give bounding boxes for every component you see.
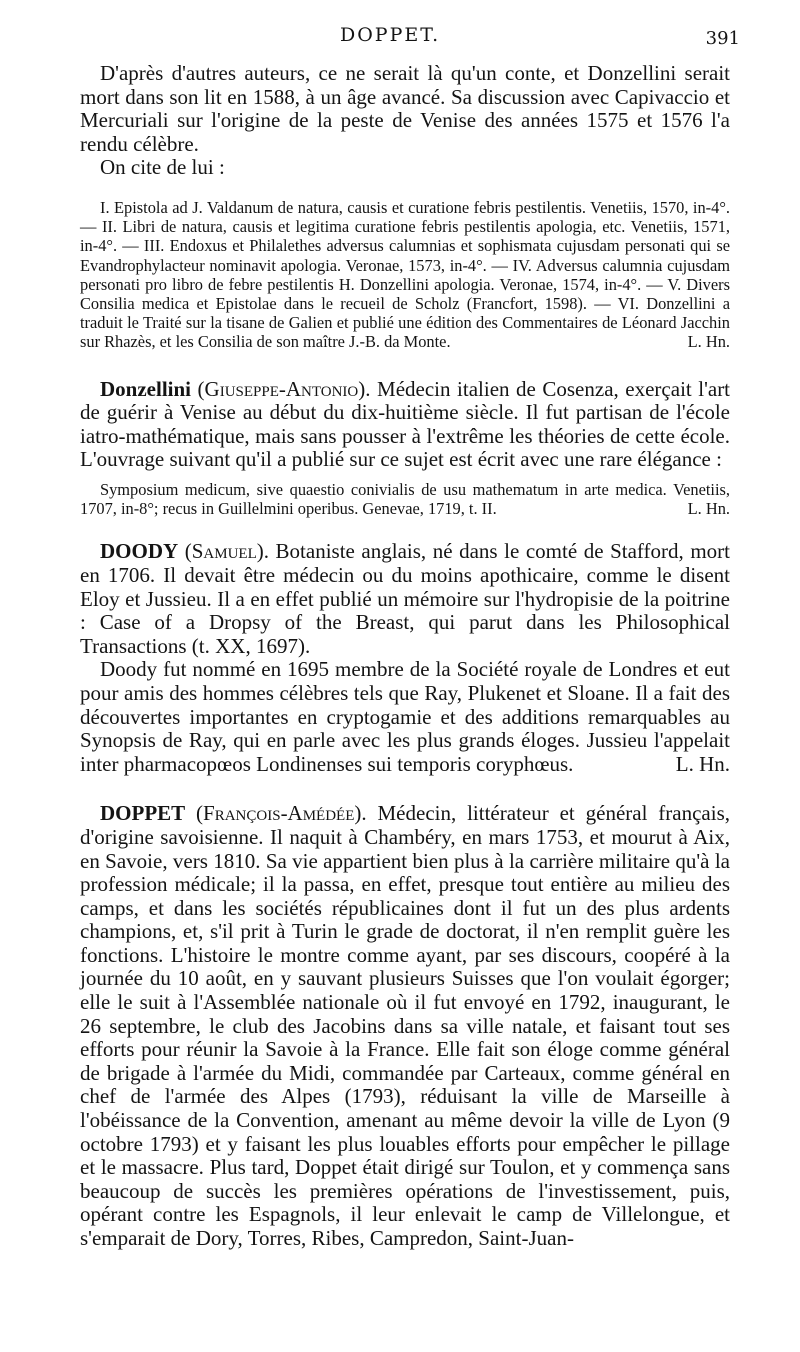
author-signature: L. Hn. (687, 332, 730, 352)
entry-doody (80, 540, 730, 658)
running-head-title: DOPPET. (340, 24, 441, 46)
bibliography-text: I. Epistola ad J. Valdanum de natura, causis et curatione febris pestilentis. Venetiis, 1570, in-4°. — II. Libri de natura, causis et legitima curatione febris pestilentis apologia, etc. Venetiis, 1571, in-4°. — III. Endoxus et Philalethes adversus calumnias et sophismata cujusdam personati qui se Evandrophylacteur nominavit apologia. Veronae, 1573, in-4°. — IV. Adversus calumnia cujusdam personati pro libro de febre pestilentis H. Donzellini apologia. Veronae, 1574, in-4°. — V. Divers Consilia medica et Epistolae dans le recueil de Scholz (Francfort, 1598). — VI. Donzellini a traduit le Traité sur la tisane de Galien et publié une édition des Commentaires de Léonard Jacchin sur Rhazès, et les Consilia de son maître J.-B. da Monte. (80, 197, 730, 352)
entry-text: Botaniste anglais, né dans le comté de Stafford, mort en 1706. Il devait être médecin ou du moins apothicaire, comme le disent Eloy et Jussieu. Il a en effet publié un mémoire sur l'hydropisie de la poitrine : Case of a Dropsy of the Breast, qui parut dans les Philosophical Transactions (t. XX, 1697). (80, 539, 731, 658)
entry-text: Médecin italien de Cosenza, exerçait l'art de guérir à Venise au début du dix-huitième siècle. Il fut partisan de l'école iatro-mathématique, mais sans pousser à l'extrême les théories de cette école. L'ouvrage suivant qu'il a publié sur ce sujet est écrit avec une rare élégance : (80, 376, 731, 472)
intro-paragraph: D'après d'autres auteurs, ce ne serait là qu'un conte, et Donzellini serait mort dans son lit en 1588, à un âge avancé. Sa discussion avec Capivaccio et Mercuriali sur l'origine de la peste de Venise des années 1575 et 1576 l'a rendu célèbre. (80, 61, 730, 156)
entry-names: (Samuel). (184, 539, 269, 564)
cite-line: On cite de lui : (100, 155, 225, 180)
entry-doppet (80, 802, 730, 1250)
entry-text: Doody fut nommé en 1695 membre de la Société royale de Londres et eut pour amis des hommes célèbres tels que Ray, Plukenet et Sloane. Il a fait des découvertes importantes en cryptogamie et des additions remarquables au Synopsis de Ray, qui en parle avec les plus grands éloges. Jussieu l'appelait inter pharmacopœos Londinenses sui temporis coryphœus. (80, 657, 730, 776)
running-head (0, 20, 800, 50)
entry-names: (Giuseppe-Antonio). (197, 376, 371, 401)
bibliography-text: Symposium medicum, sive quaestio conivialis de usu mathematum in arte medica. Venetiis, 1707, in-8°; recus in Guillelmini operibus. Genevae, 1719, t. II. (80, 479, 730, 519)
entry-headword: DOPPET (100, 801, 186, 826)
doody-paragraph-2 (80, 658, 730, 776)
page-number: 391 (705, 28, 740, 49)
entry-names: (François-Amédée). (196, 801, 367, 826)
entry-headword: DOODY (100, 539, 179, 564)
page-body (80, 62, 730, 1251)
entry-donzellini (80, 378, 730, 472)
author-signature: L. Hn. (675, 751, 730, 776)
donzellini-bibliography (80, 198, 730, 352)
entry-text: Médecin, littérateur et général français, d'origine savoisienne. Il naquit à Chambéry, en mars 1753, et mourut à Aix, en Savoie, vers 1810. Sa vie appartient bien plus à la carrière militaire qu'à la profession médicale; il la passa, en effet, presque tout entière au milieu des camps, et dans les sociétés républicaines dont il fut un des plus ardents champions, et, s'il prit à Turin le grade de doctorat, il n'en remplit guère les fonctions. L'histoire le montre comme ayant, par ses discours, coopéré à la journée du 10 août, en y sauvant plusieurs Suisses que l'on voulait égorger; elle le suit à l'Assemblée nationale où il fut envoyé en 1792, inaugurant, le 26 septembre, le club des Jacobins dans sa ville natale, et faisant tout ses efforts pour réunir la Savoie à la France. Elle fait son éloge comme général de brigade à l'armée du Midi, commandée par Carteaux, comme général en chef de l'armée des Alpes (1793), réduisant la ville de Marseille à l'obéissance de la Convention, amenant au même devoir la ville de Lyon (9 octobre 1793) et y faisant les plus louables efforts pour empêcher le pillage et le massacre. Plus tard, Doppet était dirigé sur Toulon, et y commença sans beaucoup de succès les premières opérations de l'investissement, puis, opérant contre les Espagnols, il leur enlevait le camp de Villelongue, et s'emparait de Dory, Torres, Ribes, Campredon, Saint-Juan- (80, 801, 730, 1250)
author-signature: L. Hn. (687, 499, 730, 519)
donzellini-giuseppe-bibliography (80, 480, 730, 518)
entry-headword: Donzellini (100, 376, 192, 401)
